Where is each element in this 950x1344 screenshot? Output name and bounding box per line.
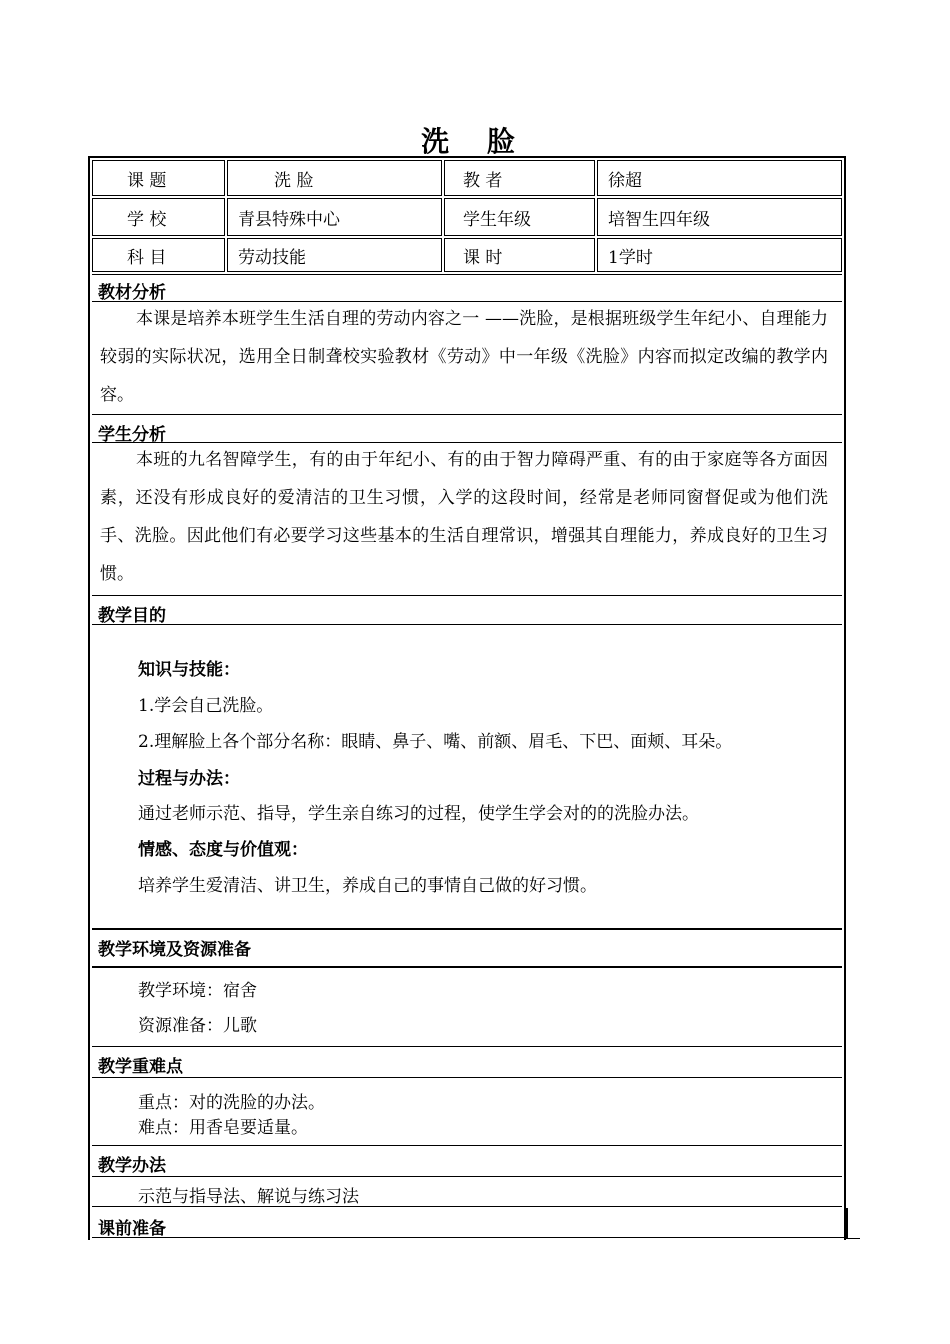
- section-heading-environment: 教学环境及资源准备: [98, 940, 251, 960]
- divider: [92, 1145, 842, 1146]
- document-title: 洗 脸: [421, 125, 529, 158]
- section-heading-goals: 教学目的: [98, 606, 166, 626]
- table-bottom-edge: [92, 1208, 848, 1238]
- table-bottom-tail: [846, 1238, 860, 1239]
- difficult-point-line: 难点：用香皂要适量。: [138, 1118, 308, 1138]
- value-grade: 培智生四年级: [597, 198, 842, 236]
- value-subject: 劳动技能: [227, 238, 442, 272]
- label-teacher: 教 者: [444, 160, 595, 196]
- section-heading-material: 教材分析: [98, 283, 166, 303]
- process-title: 过程与办法：: [138, 769, 240, 789]
- divider: [92, 624, 842, 625]
- section-heading-prep: 课前准备: [98, 1219, 166, 1239]
- method-line: 示范与指导法、解说与练习法: [138, 1187, 359, 1207]
- student-analysis-text: 本班的九名智障学生，有的由于年纪小、有的由于智力障碍严重、有的由于家庭等各方面因素，还没有形成良好的爱清洁的卫生习惯，入学的这段时间，经常是老师同窗督促或为他们洗手、洗脸。因此他们有必要学习这些基本的生活自理常识，增强其自理能力，养成良好的卫生习惯。: [100, 450, 828, 584]
- knowledge-item-1: 1.学会自己洗脸。: [138, 696, 274, 716]
- emotion-title: 情感、态度与价值观：: [138, 840, 308, 860]
- info-row-3: [92, 238, 842, 272]
- info-row-2: [92, 198, 842, 236]
- process-text: 通过老师示范、指导，学生亲自练习的过程，使学生学会对的的洗脸办法。: [138, 804, 699, 824]
- info-row-1: [92, 160, 842, 196]
- divider: [92, 1077, 842, 1078]
- label-hours: 课 时: [444, 238, 595, 272]
- divider: [92, 1046, 842, 1047]
- divider: [92, 1206, 842, 1207]
- material-analysis-text: 本课是培养本班学生生活自理的劳动内容之一 ——洗脸，是根据班级学生年纪小、自理能力较弱的实际状况，选用全日制聋校实验教材《劳动》中一年级《洗脸》内容而拟定改编的教学内容。: [100, 309, 828, 405]
- key-point-line: 重点：对的洗脸的办法。: [138, 1093, 325, 1113]
- divider: [92, 414, 842, 415]
- value-hours: 1学时: [597, 238, 842, 272]
- value-topic: 洗 脸: [227, 160, 442, 196]
- value-school: 青县特殊中心: [227, 198, 442, 236]
- section-heading-difficulty: 教学重难点: [98, 1057, 183, 1077]
- emotion-text: 培养学生爱清洁、讲卫生，养成自己的事情自己做的好习惯。: [138, 876, 597, 896]
- label-subject: 科 目: [92, 238, 225, 272]
- resource-line: 资源准备：儿歌: [138, 1016, 257, 1036]
- label-grade: 学生年级: [444, 198, 595, 236]
- divider: [92, 966, 842, 968]
- divider: [92, 928, 842, 930]
- divider: [92, 595, 842, 596]
- environment-line: 教学环境：宿舍: [138, 981, 257, 1001]
- section-heading-method: 教学办法: [98, 1156, 166, 1176]
- label-topic: 课 题: [92, 160, 225, 196]
- knowledge-item-2: 2.理解脸上各个部分名称：眼睛、鼻子、嘴、前额、眉毛、下巴、面颊、耳朵。: [138, 732, 733, 752]
- value-teacher: 徐超: [597, 160, 842, 196]
- knowledge-title: 知识与技能：: [138, 660, 240, 680]
- divider: [92, 1176, 842, 1177]
- label-school: 学 校: [92, 198, 225, 236]
- section-heading-students: 学生分析: [98, 425, 166, 445]
- divider: [92, 274, 842, 275]
